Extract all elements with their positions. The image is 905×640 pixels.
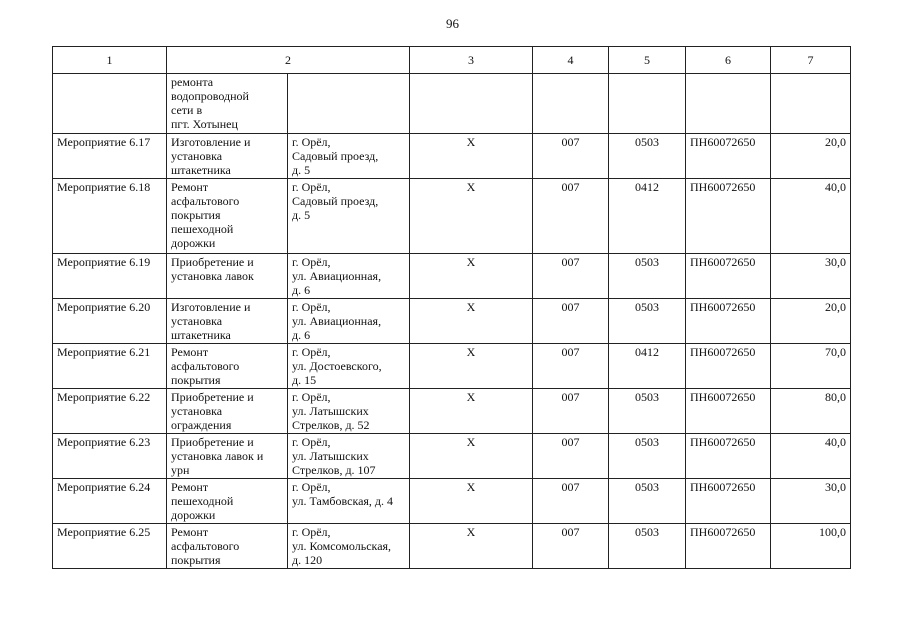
col5-cell: 0503 [609, 134, 686, 179]
measure-id-cell: Мероприятие 6.21 [53, 344, 167, 389]
measure-id-cell: Мероприятие 6.17 [53, 134, 167, 179]
col4-cell: 007 [533, 434, 609, 479]
column-header-1: 1 [53, 47, 167, 74]
col5-cell: 0503 [609, 434, 686, 479]
address-cell: г. Орёл, ул. Авиационная, д. 6 [288, 299, 410, 344]
col5-cell: 0503 [609, 254, 686, 299]
col5-cell: 0412 [609, 179, 686, 254]
column-header-7: 7 [771, 47, 851, 74]
col7-amount-cell: 30,0 [771, 254, 851, 299]
address-cell: г. Орёл, Садовый проезд, д. 5 [288, 179, 410, 254]
col3-cell: Х [410, 344, 533, 389]
measure-id-cell: Мероприятие 6.19 [53, 254, 167, 299]
col3-cell: Х [410, 299, 533, 344]
measure-name-cell: Ремонт асфальтового покрытия [167, 344, 288, 389]
col3-cell: Х [410, 524, 533, 569]
col3-cell: Х [410, 254, 533, 299]
table-row [53, 179, 851, 254]
measure-name-cell: Ремонт асфальтового покрытия пешеходной дорожки [167, 179, 288, 254]
measure-name-cell: Приобретение и установка лавок и урн [167, 434, 288, 479]
col3-cell [410, 74, 533, 134]
table-row [53, 134, 851, 179]
col7-amount-cell: 40,0 [771, 179, 851, 254]
col7-amount-cell: 20,0 [771, 134, 851, 179]
measure-name-cell: Ремонт асфальтового покрытия [167, 524, 288, 569]
column-header-3: 3 [410, 47, 533, 74]
measure-id-cell: Мероприятие 6.18 [53, 179, 167, 254]
table-row [53, 254, 851, 299]
col5-cell: 0503 [609, 389, 686, 434]
col5-cell: 0503 [609, 479, 686, 524]
col6-code-cell [686, 74, 771, 134]
col7-amount-cell: 100,0 [771, 524, 851, 569]
col7-amount-cell: 40,0 [771, 434, 851, 479]
col6-code-cell: ПН60072650 [686, 389, 771, 434]
col6-code-cell: ПН60072650 [686, 479, 771, 524]
table-body [53, 74, 851, 569]
col3-cell: Х [410, 179, 533, 254]
col7-amount-cell: 20,0 [771, 299, 851, 344]
table-row [53, 299, 851, 344]
table-row [53, 74, 851, 134]
col7-amount-cell: 30,0 [771, 479, 851, 524]
address-cell: г. Орёл, ул. Латышских Стрелков, д. 107 [288, 434, 410, 479]
column-header-5: 5 [609, 47, 686, 74]
col4-cell: 007 [533, 479, 609, 524]
table-row [53, 434, 851, 479]
col6-code-cell: ПН60072650 [686, 524, 771, 569]
measure-name-cell: Приобретение и установка ограждения [167, 389, 288, 434]
address-cell [288, 74, 410, 134]
col3-cell: Х [410, 434, 533, 479]
address-cell: г. Орёл, ул. Латышских Стрелков, д. 52 [288, 389, 410, 434]
col4-cell: 007 [533, 179, 609, 254]
measure-id-cell: Мероприятие 6.23 [53, 434, 167, 479]
col3-cell: Х [410, 479, 533, 524]
address-cell: г. Орёл, ул. Авиационная, д. 6 [288, 254, 410, 299]
col5-cell: 0503 [609, 524, 686, 569]
table-row [53, 479, 851, 524]
col3-cell: Х [410, 134, 533, 179]
col5-cell: 0503 [609, 299, 686, 344]
col6-code-cell: ПН60072650 [686, 134, 771, 179]
col3-cell: Х [410, 389, 533, 434]
col4-cell: 007 [533, 524, 609, 569]
address-cell: г. Орёл, Садовый проезд, д. 5 [288, 134, 410, 179]
col7-amount-cell [771, 74, 851, 134]
page-number: 96 [446, 16, 459, 31]
col4-cell: 007 [533, 134, 609, 179]
col4-cell: 007 [533, 254, 609, 299]
address-cell: г. Орёл, ул. Достоевского, д. 15 [288, 344, 410, 389]
column-header-2: 2 [167, 47, 410, 74]
col6-code-cell: ПН60072650 [686, 434, 771, 479]
table-row [53, 344, 851, 389]
measure-name-cell: ремонта водопроводной сети в пгт. Хотынец [167, 74, 288, 134]
measure-id-cell: Мероприятие 6.24 [53, 479, 167, 524]
document-table [52, 46, 851, 569]
col4-cell: 007 [533, 389, 609, 434]
col4-cell: 007 [533, 344, 609, 389]
table-row [53, 389, 851, 434]
measure-id-cell [53, 74, 167, 134]
col5-cell: 0412 [609, 344, 686, 389]
col4-cell: 007 [533, 299, 609, 344]
col4-cell [533, 74, 609, 134]
address-cell: г. Орёл, ул. Комсомольская, д. 120 [288, 524, 410, 569]
measure-name-cell: Приобретение и установка лавок [167, 254, 288, 299]
measure-id-cell: Мероприятие 6.25 [53, 524, 167, 569]
column-header-6: 6 [686, 47, 771, 74]
table-header-row [53, 47, 851, 74]
col6-code-cell: ПН60072650 [686, 254, 771, 299]
col6-code-cell: ПН60072650 [686, 344, 771, 389]
col7-amount-cell: 70,0 [771, 344, 851, 389]
column-header-4: 4 [533, 47, 609, 74]
measure-name-cell: Ремонт пешеходной дорожки [167, 479, 288, 524]
measure-name-cell: Изготовление и установка штакетника [167, 299, 288, 344]
measure-id-cell: Мероприятие 6.20 [53, 299, 167, 344]
table-row [53, 524, 851, 569]
col6-code-cell: ПН60072650 [686, 179, 771, 254]
measure-name-cell: Изготовление и установка штакетника [167, 134, 288, 179]
col6-code-cell: ПН60072650 [686, 299, 771, 344]
measure-id-cell: Мероприятие 6.22 [53, 389, 167, 434]
col7-amount-cell: 80,0 [771, 389, 851, 434]
address-cell: г. Орёл, ул. Тамбовская, д. 4 [288, 479, 410, 524]
col5-cell [609, 74, 686, 134]
